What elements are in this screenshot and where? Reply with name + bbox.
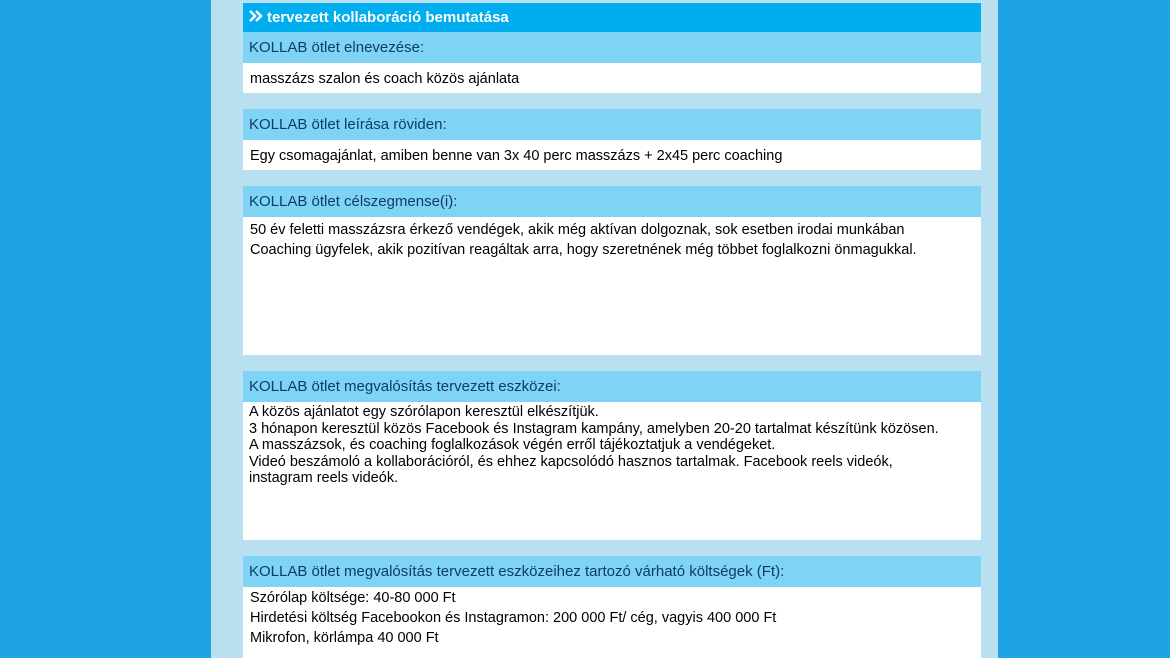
form-page — [211, 0, 998, 658]
field-label-description: KOLLAB ötlet leírása röviden: — [243, 109, 981, 140]
field-value-line: Szórólap költsége: 40-80 000 Ft — [250, 590, 456, 606]
field-label-name: KOLLAB ötlet elnevezése: — [243, 32, 981, 63]
field-value-description[interactable] — [243, 140, 981, 170]
field-label-target-segments: KOLLAB ötlet célszegmense(i): — [243, 186, 981, 217]
section-header-title: tervezett kollaboráció bemutatása — [267, 9, 509, 26]
field-value-line: 3 hónapon keresztül közös Facebook és Instagram kampány, amelyben 20-20 tartalmat készítünk közösen. — [249, 420, 939, 437]
field-label-tools: KOLLAB ötlet megvalósítás tervezett eszközei: — [243, 371, 981, 402]
field-label-costs: KOLLAB ötlet megvalósítás tervezett eszközeihez tartozó várható költségek (Ft): — [243, 556, 981, 587]
field-value-line: masszázs szalon és coach közös ajánlata — [250, 71, 520, 87]
field-value-line: Videó beszámoló a kollaborációról, és ehhez kapcsolódó hasznos tartalmak. Facebook reels videók, — [249, 453, 893, 470]
field-value-line: Coaching ügyfelek, akik pozitívan reagáltak arra, hogy szeretnének még többet foglalkozni önmagukkal. — [250, 242, 917, 258]
field-value-name[interactable] — [243, 63, 981, 93]
field-value-target-segments[interactable] — [243, 217, 981, 355]
field-value-line: Hirdetési költség Facebookon és Instagramon: 200 000 Ft/ cég, vagyis 400 000 Ft — [250, 610, 777, 626]
field-value-line: 50 év feletti masszázsra érkező vendégek, akik még aktívan dolgoznak, sok esetben irodai munkában — [250, 222, 905, 238]
field-value-line: Mikrofon, körlámpa 40 000 Ft — [250, 630, 439, 646]
section-header — [243, 3, 981, 32]
field-value-tools[interactable] — [243, 402, 981, 540]
field-value-line: Egy csomagajánlat, amiben benne van 3x 40 perc masszázs + 2x45 perc coaching — [250, 148, 783, 164]
field-value-line: A közös ajánlatot egy szórólapon keresztül elkészítjük. — [249, 404, 599, 420]
field-value-line: A masszázsok, és coaching foglalkozások végén erről tájékoztatjuk a vendégeket. — [249, 437, 776, 453]
double-chevron-right-icon — [249, 9, 263, 26]
field-value-costs[interactable] — [243, 587, 981, 658]
field-value-line: instagram reels videók. — [249, 470, 399, 486]
